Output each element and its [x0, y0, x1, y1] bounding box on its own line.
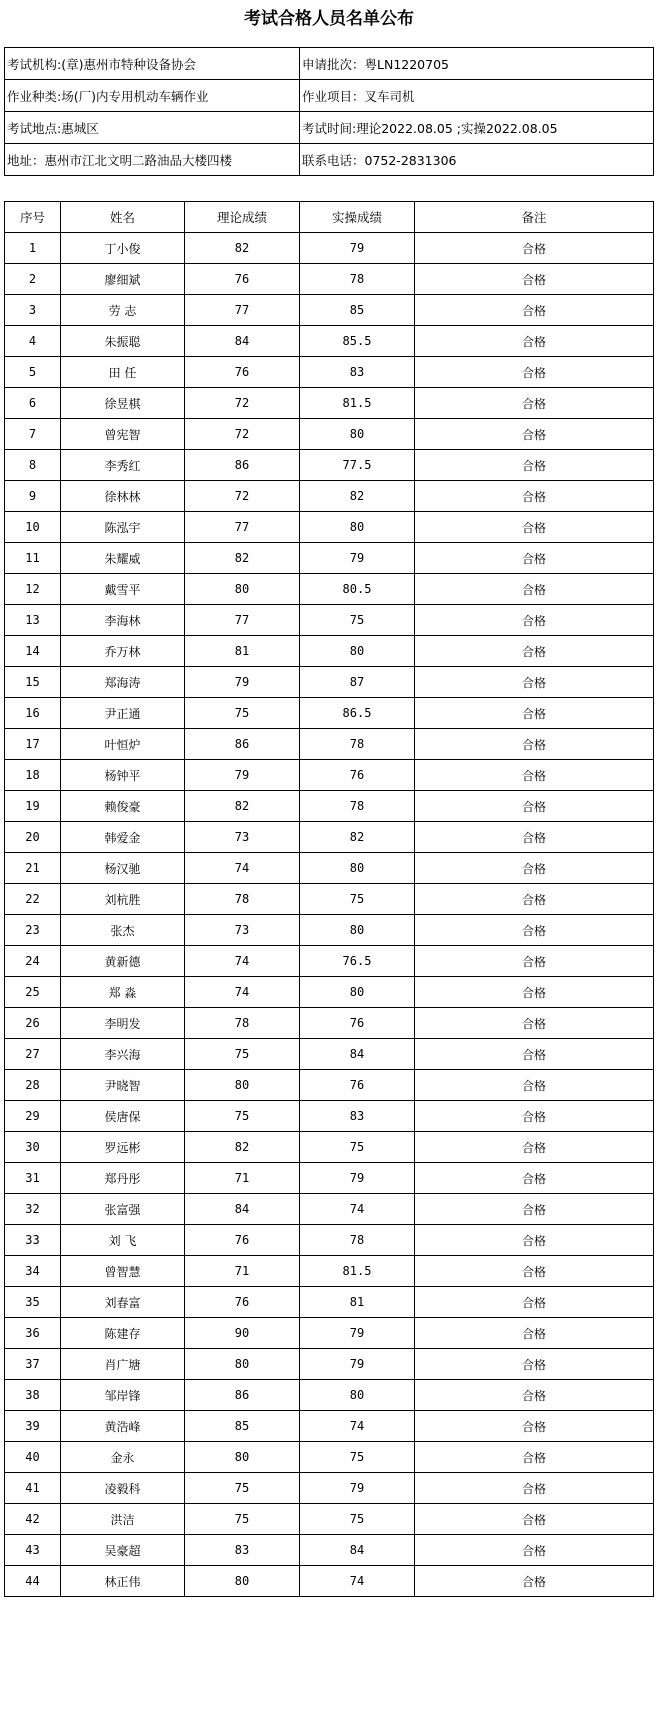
practical-score: 84 — [300, 1039, 415, 1070]
table-row — [5, 822, 654, 853]
table-row — [5, 1194, 654, 1225]
practical-score: 76 — [300, 760, 415, 791]
row-index: 12 — [5, 574, 61, 605]
candidate-name: 刘杭胜 — [61, 884, 185, 915]
theory-score: 77 — [185, 512, 300, 543]
table-row — [5, 729, 654, 760]
candidate-name: 戴雪平 — [61, 574, 185, 605]
page-title: 考试合格人员名单公布 — [244, 9, 414, 29]
row-index: 4 — [5, 326, 61, 357]
theory-score: 73 — [185, 822, 300, 853]
practical-score: 80 — [300, 915, 415, 946]
remark: 合格 — [415, 1566, 654, 1597]
table-row — [5, 915, 654, 946]
theory-score: 78 — [185, 1008, 300, 1039]
theory-score: 90 — [185, 1318, 300, 1349]
row-index: 3 — [5, 295, 61, 326]
remark: 合格 — [415, 605, 654, 636]
row-index: 27 — [5, 1039, 61, 1070]
remark: 合格 — [415, 1132, 654, 1163]
row-index: 11 — [5, 543, 61, 574]
table-row — [5, 1473, 654, 1504]
candidate-name: 张富强 — [61, 1194, 185, 1225]
candidate-name: 吴豪超 — [61, 1535, 185, 1566]
remark: 合格 — [415, 574, 654, 605]
candidate-name: 侯唐保 — [61, 1101, 185, 1132]
practical-score: 75 — [300, 1504, 415, 1535]
results-table-body — [5, 233, 654, 1597]
theory-score: 82 — [185, 791, 300, 822]
candidate-name: 黄新德 — [61, 946, 185, 977]
practical-score: 81.5 — [300, 1256, 415, 1287]
candidate-name: 刘春富 — [61, 1287, 185, 1318]
practical-score: 79 — [300, 233, 415, 264]
remark: 合格 — [415, 946, 654, 977]
remark: 合格 — [415, 1039, 654, 1070]
candidate-name: 丁小俊 — [61, 233, 185, 264]
practical-score: 74 — [300, 1411, 415, 1442]
theory-score: 74 — [185, 946, 300, 977]
remark: 合格 — [415, 388, 654, 419]
candidate-name: 劳 志 — [61, 295, 185, 326]
theory-score: 84 — [185, 1194, 300, 1225]
remark: 合格 — [415, 1256, 654, 1287]
theory-score: 77 — [185, 295, 300, 326]
practical-score: 79 — [300, 1318, 415, 1349]
theory-score: 82 — [185, 543, 300, 574]
column-header-practical-score: 实操成绩 — [300, 202, 415, 233]
practical-score: 81.5 — [300, 388, 415, 419]
remark: 合格 — [415, 1504, 654, 1535]
practical-score: 79 — [300, 1163, 415, 1194]
theory-score: 78 — [185, 884, 300, 915]
row-index: 23 — [5, 915, 61, 946]
theory-score: 82 — [185, 1132, 300, 1163]
remark: 合格 — [415, 1318, 654, 1349]
exam-time: 考试时间:理论2022.08.05 ;实操2022.08.05 — [300, 112, 654, 144]
theory-score: 75 — [185, 1101, 300, 1132]
practical-score: 74 — [300, 1194, 415, 1225]
row-index: 21 — [5, 853, 61, 884]
row-index: 13 — [5, 605, 61, 636]
remark: 合格 — [415, 760, 654, 791]
remark: 合格 — [415, 1070, 654, 1101]
practical-score: 83 — [300, 1101, 415, 1132]
theory-score: 75 — [185, 698, 300, 729]
practical-score: 76.5 — [300, 946, 415, 977]
table-row — [5, 1504, 654, 1535]
remark: 合格 — [415, 233, 654, 264]
candidate-name: 杨钟平 — [61, 760, 185, 791]
table-row — [5, 791, 654, 822]
row-index: 24 — [5, 946, 61, 977]
candidate-name: 朱耀威 — [61, 543, 185, 574]
remark: 合格 — [415, 264, 654, 295]
practical-score: 83 — [300, 357, 415, 388]
theory-score: 79 — [185, 760, 300, 791]
theory-score: 74 — [185, 977, 300, 1008]
table-row — [5, 636, 654, 667]
table-row — [5, 1566, 654, 1597]
table-row — [5, 574, 654, 605]
candidate-name: 林正伟 — [61, 1566, 185, 1597]
remark: 合格 — [415, 1411, 654, 1442]
row-index: 5 — [5, 357, 61, 388]
remark: 合格 — [415, 636, 654, 667]
candidate-name: 邹岸锋 — [61, 1380, 185, 1411]
practical-score: 75 — [300, 884, 415, 915]
row-index: 32 — [5, 1194, 61, 1225]
table-row — [5, 1101, 654, 1132]
candidate-name: 金永 — [61, 1442, 185, 1473]
remark: 合格 — [415, 357, 654, 388]
table-row — [5, 1163, 654, 1194]
table-row — [5, 1225, 654, 1256]
exam-info-table — [4, 47, 654, 176]
remark: 合格 — [415, 1380, 654, 1411]
candidate-name: 杨汉驰 — [61, 853, 185, 884]
row-index: 18 — [5, 760, 61, 791]
info-row — [5, 48, 654, 80]
exam-location: 考试地点:惠城区 — [5, 112, 300, 144]
candidate-name: 李秀红 — [61, 450, 185, 481]
table-row — [5, 605, 654, 636]
row-index: 41 — [5, 1473, 61, 1504]
row-index: 40 — [5, 1442, 61, 1473]
remark: 合格 — [415, 729, 654, 760]
row-index: 20 — [5, 822, 61, 853]
remark: 合格 — [415, 326, 654, 357]
theory-score: 80 — [185, 1566, 300, 1597]
contact-address: 地址：惠州市江北文明二路油品大楼四楼 — [5, 144, 300, 176]
row-index: 35 — [5, 1287, 61, 1318]
remark: 合格 — [415, 698, 654, 729]
table-row — [5, 419, 654, 450]
candidate-name: 陈泓宇 — [61, 512, 185, 543]
table-row — [5, 1287, 654, 1318]
candidate-name: 李海林 — [61, 605, 185, 636]
practical-score: 78 — [300, 729, 415, 760]
theory-score: 76 — [185, 1287, 300, 1318]
practical-score: 79 — [300, 1349, 415, 1380]
table-row — [5, 1349, 654, 1380]
remark: 合格 — [415, 915, 654, 946]
row-index: 17 — [5, 729, 61, 760]
remark: 合格 — [415, 1535, 654, 1566]
candidate-name: 陈建存 — [61, 1318, 185, 1349]
row-index: 28 — [5, 1070, 61, 1101]
theory-score: 72 — [185, 481, 300, 512]
theory-score: 77 — [185, 605, 300, 636]
row-index: 44 — [5, 1566, 61, 1597]
row-index: 9 — [5, 481, 61, 512]
practical-score: 82 — [300, 481, 415, 512]
theory-score: 71 — [185, 1256, 300, 1287]
candidate-name: 韩爱金 — [61, 822, 185, 853]
table-row — [5, 512, 654, 543]
practical-score: 85 — [300, 295, 415, 326]
theory-score: 80 — [185, 1349, 300, 1380]
remark: 合格 — [415, 1442, 654, 1473]
practical-score: 76 — [300, 1008, 415, 1039]
candidate-name: 徐林林 — [61, 481, 185, 512]
candidate-name: 刘 飞 — [61, 1225, 185, 1256]
theory-score: 75 — [185, 1504, 300, 1535]
remark: 合格 — [415, 667, 654, 698]
theory-score: 72 — [185, 419, 300, 450]
table-row — [5, 1380, 654, 1411]
table-row — [5, 295, 654, 326]
remark: 合格 — [415, 791, 654, 822]
candidate-name: 肖广塘 — [61, 1349, 185, 1380]
table-row — [5, 1256, 654, 1287]
remark: 合格 — [415, 512, 654, 543]
candidate-name: 田 任 — [61, 357, 185, 388]
remark: 合格 — [415, 1101, 654, 1132]
practical-score: 87 — [300, 667, 415, 698]
practical-score: 80 — [300, 1380, 415, 1411]
table-row — [5, 1008, 654, 1039]
candidate-name: 廖细斌 — [61, 264, 185, 295]
row-index: 1 — [5, 233, 61, 264]
practical-score: 78 — [300, 1225, 415, 1256]
theory-score: 86 — [185, 729, 300, 760]
theory-score: 75 — [185, 1039, 300, 1070]
table-row — [5, 357, 654, 388]
table-row — [5, 481, 654, 512]
theory-score: 86 — [185, 1380, 300, 1411]
theory-score: 79 — [185, 667, 300, 698]
remark: 合格 — [415, 853, 654, 884]
practical-score: 80 — [300, 636, 415, 667]
row-index: 26 — [5, 1008, 61, 1039]
table-row — [5, 1318, 654, 1349]
row-index: 39 — [5, 1411, 61, 1442]
practical-score: 75 — [300, 1442, 415, 1473]
table-row — [5, 326, 654, 357]
theory-score: 80 — [185, 1070, 300, 1101]
row-index: 30 — [5, 1132, 61, 1163]
practical-score: 78 — [300, 791, 415, 822]
theory-score: 72 — [185, 388, 300, 419]
theory-score: 76 — [185, 357, 300, 388]
table-row — [5, 388, 654, 419]
exam-batch: 申请批次：粤LN1220705 — [300, 48, 654, 80]
row-index: 33 — [5, 1225, 61, 1256]
remark: 合格 — [415, 1194, 654, 1225]
results-table — [4, 201, 654, 1597]
practical-score: 84 — [300, 1535, 415, 1566]
row-index: 43 — [5, 1535, 61, 1566]
candidate-name: 罗远彬 — [61, 1132, 185, 1163]
row-index: 36 — [5, 1318, 61, 1349]
info-row — [5, 80, 654, 112]
theory-score: 83 — [185, 1535, 300, 1566]
table-header-row — [5, 202, 654, 233]
remark: 合格 — [415, 1473, 654, 1504]
contact-phone: 联系电话：0752-2831306 — [300, 144, 654, 176]
candidate-name: 赖俊豪 — [61, 791, 185, 822]
candidate-name: 徐昱棋 — [61, 388, 185, 419]
row-index: 2 — [5, 264, 61, 295]
theory-score: 75 — [185, 1473, 300, 1504]
theory-score: 71 — [185, 1163, 300, 1194]
theory-score: 76 — [185, 264, 300, 295]
theory-score: 82 — [185, 233, 300, 264]
remark: 合格 — [415, 977, 654, 1008]
candidate-name: 洪洁 — [61, 1504, 185, 1535]
row-index: 38 — [5, 1380, 61, 1411]
candidate-name: 郑 淼 — [61, 977, 185, 1008]
table-row — [5, 1535, 654, 1566]
practical-score: 79 — [300, 1473, 415, 1504]
row-index: 14 — [5, 636, 61, 667]
practical-score: 79 — [300, 543, 415, 574]
remark: 合格 — [415, 419, 654, 450]
practical-score: 77.5 — [300, 450, 415, 481]
theory-score: 80 — [185, 574, 300, 605]
theory-score: 76 — [185, 1225, 300, 1256]
practical-score: 82 — [300, 822, 415, 853]
practical-score: 75 — [300, 605, 415, 636]
row-index: 6 — [5, 388, 61, 419]
row-index: 7 — [5, 419, 61, 450]
practical-score: 86.5 — [300, 698, 415, 729]
row-index: 15 — [5, 667, 61, 698]
theory-score: 81 — [185, 636, 300, 667]
remark: 合格 — [415, 543, 654, 574]
candidate-name: 郑海涛 — [61, 667, 185, 698]
practical-score: 74 — [300, 1566, 415, 1597]
remark: 合格 — [415, 1287, 654, 1318]
table-row — [5, 1132, 654, 1163]
row-index: 42 — [5, 1504, 61, 1535]
table-row — [5, 946, 654, 977]
table-row — [5, 853, 654, 884]
candidate-name: 张杰 — [61, 915, 185, 946]
theory-score: 80 — [185, 1442, 300, 1473]
column-header-remark: 备注 — [415, 202, 654, 233]
practical-score: 80 — [300, 512, 415, 543]
table-row — [5, 1442, 654, 1473]
theory-score: 85 — [185, 1411, 300, 1442]
table-row — [5, 450, 654, 481]
theory-score: 74 — [185, 853, 300, 884]
remark: 合格 — [415, 450, 654, 481]
info-row — [5, 112, 654, 144]
table-row — [5, 1039, 654, 1070]
practical-score: 75 — [300, 1132, 415, 1163]
row-index: 16 — [5, 698, 61, 729]
candidate-name: 曾智慧 — [61, 1256, 185, 1287]
practical-score: 80.5 — [300, 574, 415, 605]
practical-score: 80 — [300, 977, 415, 1008]
table-row — [5, 760, 654, 791]
row-index: 25 — [5, 977, 61, 1008]
candidate-name: 郑丹彤 — [61, 1163, 185, 1194]
table-row — [5, 543, 654, 574]
candidate-name: 叶恒炉 — [61, 729, 185, 760]
remark: 合格 — [415, 295, 654, 326]
row-index: 10 — [5, 512, 61, 543]
remark: 合格 — [415, 1008, 654, 1039]
table-row — [5, 1411, 654, 1442]
row-index: 19 — [5, 791, 61, 822]
practical-score: 80 — [300, 853, 415, 884]
theory-score: 84 — [185, 326, 300, 357]
table-row — [5, 977, 654, 1008]
table-row — [5, 264, 654, 295]
candidate-name: 李明发 — [61, 1008, 185, 1039]
exam-org: 考试机构:(章)惠州市特种设备协会 — [5, 48, 300, 80]
theory-score: 73 — [185, 915, 300, 946]
remark: 合格 — [415, 822, 654, 853]
work-item: 作业项目：叉车司机 — [300, 80, 654, 112]
row-index: 22 — [5, 884, 61, 915]
column-header-theory-score: 理论成绩 — [185, 202, 300, 233]
practical-score: 85.5 — [300, 326, 415, 357]
table-row — [5, 698, 654, 729]
column-header-index: 序号 — [5, 202, 61, 233]
candidate-name: 尹正通 — [61, 698, 185, 729]
candidate-name: 李兴海 — [61, 1039, 185, 1070]
candidate-name: 凌毅科 — [61, 1473, 185, 1504]
table-row — [5, 1070, 654, 1101]
candidate-name: 尹晓智 — [61, 1070, 185, 1101]
remark: 合格 — [415, 481, 654, 512]
candidate-name: 乔万林 — [61, 636, 185, 667]
remark: 合格 — [415, 1225, 654, 1256]
theory-score: 86 — [185, 450, 300, 481]
remark: 合格 — [415, 1163, 654, 1194]
table-row — [5, 667, 654, 698]
row-index: 31 — [5, 1163, 61, 1194]
remark: 合格 — [415, 884, 654, 915]
practical-score: 78 — [300, 264, 415, 295]
row-index: 34 — [5, 1256, 61, 1287]
candidate-name: 黄浩峰 — [61, 1411, 185, 1442]
practical-score: 80 — [300, 419, 415, 450]
practical-score: 81 — [300, 1287, 415, 1318]
candidate-name: 朱振聪 — [61, 326, 185, 357]
column-header-name: 姓名 — [61, 202, 185, 233]
row-index: 8 — [5, 450, 61, 481]
row-index: 29 — [5, 1101, 61, 1132]
table-row — [5, 233, 654, 264]
info-row — [5, 144, 654, 176]
remark: 合格 — [415, 1349, 654, 1380]
candidate-name: 曾宪智 — [61, 419, 185, 450]
practical-score: 76 — [300, 1070, 415, 1101]
table-row — [5, 884, 654, 915]
row-index: 37 — [5, 1349, 61, 1380]
work-category: 作业种类:场(厂)内专用机动车辆作业 — [5, 80, 300, 112]
